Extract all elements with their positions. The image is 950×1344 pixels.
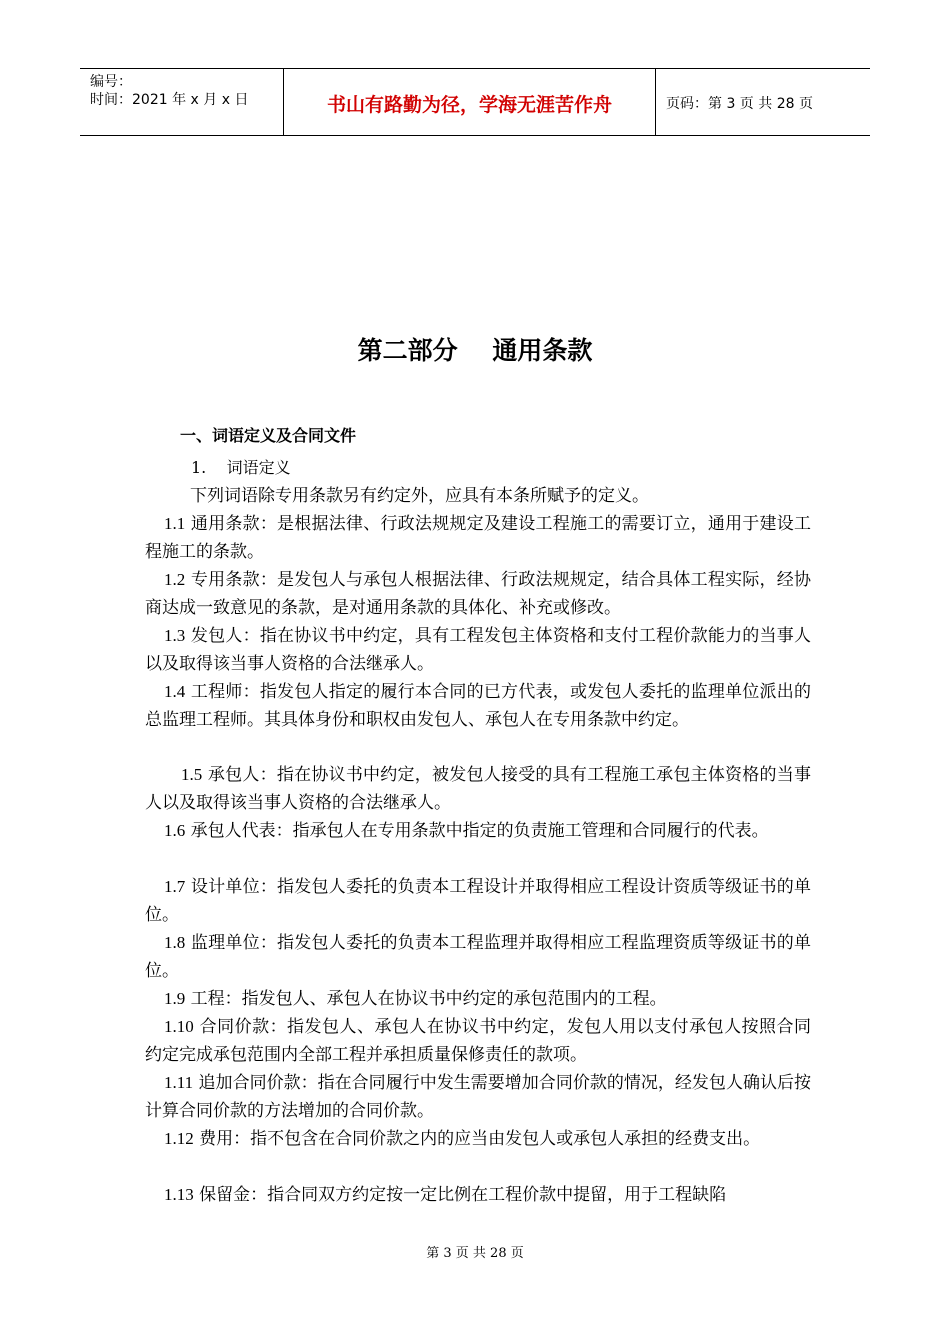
- term-number: 1.9: [164, 989, 186, 1008]
- term-number: 1.13: [164, 1185, 194, 1204]
- term-paragraph: [145, 678, 811, 734]
- term-text: 通用条款：是根据法律、行政法规规定及建设工程施工的需要订立，通用于建设工程施工的条款。: [145, 514, 812, 562]
- header-right-cell: [656, 69, 870, 135]
- term-text: 承包人代表：指承包人在专用条款中指定的负责施工管理和合同履行的代表。: [190, 821, 769, 841]
- term-text: 专用条款：是发包人与承包人根据法律、行政法规规定，结合具体工程实际，经协商达成一致意见的条款，是对通用条款的具体化、补充或修改。: [145, 570, 812, 618]
- page-footer: 第 3 页 共 28 页: [426, 1246, 524, 1261]
- term-text: 费用：指不包含在合同价款之内的应当由发包人或承包人承担的经费支出。: [199, 1129, 761, 1149]
- time-label: 时间：2021 年 x 月 x 日: [90, 92, 249, 108]
- term-text: 工程：指发包人、承包人在协议书中约定的承包范围内的工程。: [190, 989, 667, 1009]
- term-paragraph: [145, 1013, 811, 1069]
- term-text: 工程师：指发包人指定的履行本合同的已方代表，或发包人委托的监理单位派出的总监理工程师。其具体身份和职权由发包人、承包人在专用条款中约定。: [145, 682, 812, 730]
- term-number: 1.8: [164, 933, 186, 952]
- term-text: 承包人：指在协议书中约定，被发包人接受的具有工程施工承包主体资格的当事人以及取得该当事人资格的合法继承人。: [145, 765, 812, 813]
- term-paragraph: [145, 985, 811, 1013]
- header-middle-cell: [283, 69, 656, 135]
- term-paragraph: [145, 817, 811, 845]
- header-table: [80, 68, 870, 136]
- intro-paragraph: 下列词语除专用条款另有约定外，应具有本条所赋予的定义。: [190, 486, 649, 506]
- page-title: 第二部分 通用条款: [357, 336, 593, 365]
- subsection-heading: 1. 词语定义: [191, 458, 291, 477]
- term-paragraph: [145, 566, 811, 622]
- page-info: 页码：第 3 页 共 28 页: [666, 96, 813, 112]
- term-text: 合同价款：指发包人、承包人在协议书中约定，发包人用以支付承包人按照合同约定完成承包范围内全部工程并承担质量保修责任的款项。: [145, 1017, 812, 1065]
- term-paragraph: [145, 1125, 811, 1153]
- term-number: 1.3: [164, 626, 186, 645]
- term-number: 1.4: [164, 682, 186, 701]
- term-text: 追加合同价款：指在合同履行中发生需要增加合同价款的情况，经发包人确认后按计算合同价款的方法增加的合同价款。: [145, 1073, 812, 1121]
- term-text: 设计单位：指发包人委托的负责本工程设计并取得相应工程设计资质等级证书的单位。: [145, 877, 812, 925]
- term-number: 1.5: [181, 765, 203, 784]
- term-paragraph: [145, 510, 811, 566]
- term-paragraph: [145, 1069, 811, 1125]
- term-paragraph: [145, 761, 811, 817]
- term-number: 1.6: [164, 821, 186, 840]
- term-text: 监理单位：指发包人委托的负责本工程监理并取得相应工程监理资质等级证书的单位。: [145, 933, 812, 981]
- motto-text: 书山有路勤为径，学海无涯苦作舟: [326, 94, 612, 116]
- term-number: 1.11: [164, 1073, 194, 1092]
- term-number: 1.12: [164, 1129, 194, 1148]
- term-number: 1.10: [164, 1017, 194, 1036]
- term-text: 保留金：指合同双方约定按一定比例在工程价款中提留，用于工程缺陷: [199, 1185, 727, 1205]
- number-label: 编号：: [90, 74, 132, 90]
- term-paragraph: [145, 1181, 811, 1209]
- term-text: 发包人：指在协议书中约定，具有工程发包主体资格和支付工程价款能力的当事人以及取得该当事人资格的合法继承人。: [145, 626, 812, 674]
- term-number: 1.2: [164, 570, 186, 589]
- term-paragraph: [145, 873, 811, 929]
- term-number: 1.7: [164, 877, 186, 896]
- term-paragraph: [145, 622, 811, 678]
- term-paragraph: [145, 929, 811, 985]
- term-number: 1.1: [164, 514, 186, 533]
- header-left-cell: [80, 69, 283, 135]
- section-heading: 一、词语定义及合同文件: [180, 426, 357, 445]
